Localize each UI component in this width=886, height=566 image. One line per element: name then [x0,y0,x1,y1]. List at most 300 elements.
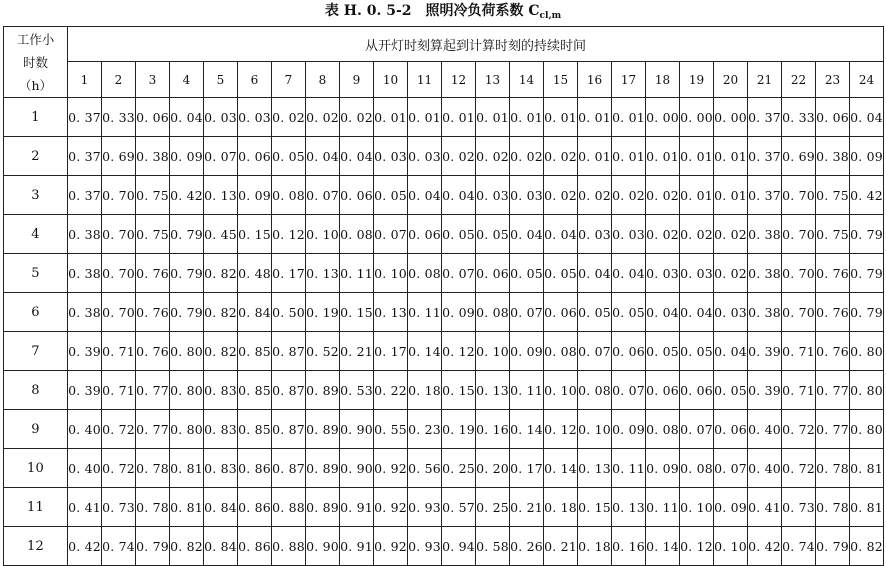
table-cell: 0. 79 [136,527,170,566]
hour-header-15: 15 [544,62,578,98]
table-cell: 0. 04 [578,254,612,293]
table-cell: 0. 94 [442,527,476,566]
table-cell: 0. 82 [204,332,238,371]
table-cell: 0. 05 [510,254,544,293]
table-cell: 0. 01 [714,176,748,215]
table-cell: 0. 90 [340,410,374,449]
table-cell: 0. 07 [204,137,238,176]
table-cell: 0. 77 [136,410,170,449]
table-cell: 0. 04 [646,293,680,332]
table-cell: 0. 06 [136,98,170,137]
row-label: 8 [4,371,68,410]
table-cell: 0. 03 [374,137,408,176]
row-label: 11 [4,488,68,527]
table-cell: 0. 15 [578,488,612,527]
table-cell: 0. 03 [204,98,238,137]
table-cell: 0. 91 [340,527,374,566]
table-cell: 0. 85 [238,332,272,371]
table-cell: 0. 03 [238,98,272,137]
table-cell: 0. 76 [816,293,850,332]
table-cell: 0. 42 [748,527,782,566]
table-cell: 0. 02 [544,176,578,215]
table-cell: 0. 85 [238,371,272,410]
table-cell: 0. 84 [238,293,272,332]
table-cell: 0. 01 [612,98,646,137]
table-cell: 0. 02 [612,176,646,215]
table-cell: 0. 85 [238,410,272,449]
table-cell: 0. 09 [510,332,544,371]
table-cell: 0. 81 [850,449,884,488]
table-cell: 0. 07 [510,293,544,332]
table-cell: 0. 71 [102,371,136,410]
table-cell: 0. 04 [340,137,374,176]
hour-header-3: 3 [136,62,170,98]
table-cell: 0. 05 [646,332,680,371]
table-title [0,0,886,24]
table-cell: 0. 09 [612,410,646,449]
table-cell: 0. 73 [102,488,136,527]
table-cell: 0. 07 [374,215,408,254]
hour-header-11: 11 [408,62,442,98]
table-row [4,215,884,254]
table-cell: 0. 06 [408,215,442,254]
hour-header-24: 24 [850,62,884,98]
table-cell: 0. 84 [204,488,238,527]
table-cell: 0. 10 [476,332,510,371]
table-cell: 0. 11 [612,449,646,488]
hour-header-16: 16 [578,62,612,98]
table-cell: 0. 41 [68,488,102,527]
table-cell: 0. 70 [782,254,816,293]
table-cell: 0. 06 [816,98,850,137]
table-cell: 0. 02 [476,137,510,176]
table-cell: 0. 89 [306,371,340,410]
table-cell: 0. 87 [272,410,306,449]
table-cell: 0. 76 [136,254,170,293]
table-cell: 0. 03 [612,215,646,254]
table-cell: 0. 05 [374,176,408,215]
table-cell: 0. 03 [680,254,714,293]
table-cell: 0. 16 [612,527,646,566]
table-cell: 0. 18 [578,527,612,566]
table-cell: 0. 89 [306,488,340,527]
table-cell: 0. 75 [136,215,170,254]
hour-header-4: 4 [170,62,204,98]
table-cell: 0. 01 [408,98,442,137]
row-label: 3 [4,176,68,215]
table-cell: 0. 23 [408,410,442,449]
table-cell: 0. 08 [578,371,612,410]
table-row [4,137,884,176]
table-cell: 0. 73 [782,488,816,527]
table-cell: 0. 13 [306,254,340,293]
table-cell: 0. 79 [850,254,884,293]
hour-header-12: 12 [442,62,476,98]
table-cell: 0. 48 [238,254,272,293]
table-cell: 0. 72 [102,410,136,449]
table-cell: 0. 92 [374,449,408,488]
table-cell: 0. 05 [442,215,476,254]
table-cell: 0. 15 [340,293,374,332]
hour-header-21: 21 [748,62,782,98]
table-cell: 0. 76 [816,332,850,371]
table-cell: 0. 39 [68,371,102,410]
table-cell: 0. 04 [850,98,884,137]
table-cell: 0. 77 [816,410,850,449]
table-cell: 0. 52 [306,332,340,371]
table-cell: 0. 70 [102,254,136,293]
table-row [4,527,884,566]
table-cell: 0. 11 [340,254,374,293]
table-cell: 0. 81 [170,488,204,527]
table-cell: 0. 86 [238,488,272,527]
table-cell: 0. 06 [680,371,714,410]
table-cell: 0. 18 [544,488,578,527]
table-cell: 0. 70 [102,293,136,332]
table-cell: 0. 71 [102,332,136,371]
table-cell: 0. 01 [476,98,510,137]
table-cell: 0. 78 [136,449,170,488]
table-cell: 0. 41 [748,488,782,527]
table-cell: 0. 79 [816,527,850,566]
table-cell: 0. 80 [850,332,884,371]
table-cell: 0. 82 [204,254,238,293]
table-cell: 0. 79 [170,215,204,254]
row-label: 1 [4,98,68,137]
hour-header-8: 8 [306,62,340,98]
table-cell: 0. 02 [680,215,714,254]
working-hours-header [4,27,68,98]
table-cell: 0. 07 [680,410,714,449]
table-cell: 0. 05 [612,293,646,332]
table-cell: 0. 37 [748,176,782,215]
table-cell: 0. 07 [442,254,476,293]
table-cell: 0. 71 [782,371,816,410]
table-cell: 0. 08 [646,410,680,449]
table-cell: 0. 80 [170,332,204,371]
table-cell: 0. 38 [748,215,782,254]
table-cell: 0. 05 [714,371,748,410]
table-cell: 0. 39 [748,332,782,371]
hour-header-7: 7 [272,62,306,98]
corner-line-1: 工作小 [16,31,55,47]
table-cell: 0. 39 [68,332,102,371]
table-cell: 0. 07 [714,449,748,488]
table-cell: 0. 06 [544,293,578,332]
table-cell: 0. 11 [408,293,442,332]
table-cell: 0. 70 [102,215,136,254]
table-cell: 0. 88 [272,488,306,527]
table-cell: 0. 33 [782,98,816,137]
table-cell: 0. 38 [816,137,850,176]
table-cell: 0. 69 [102,137,136,176]
table-cell: 0. 01 [578,98,612,137]
table-cell: 0. 77 [136,371,170,410]
table-cell: 0. 13 [476,371,510,410]
table-cell: 0. 20 [476,449,510,488]
table-cell: 0. 82 [170,527,204,566]
table-cell: 0. 09 [238,176,272,215]
hour-header-14: 14 [510,62,544,98]
table-cell: 0. 00 [646,98,680,137]
table-cell: 0. 76 [816,254,850,293]
table-row [4,410,884,449]
table-cell: 0. 81 [850,488,884,527]
table-cell: 0. 00 [680,98,714,137]
table-cell: 0. 02 [578,176,612,215]
table-cell: 0. 19 [306,293,340,332]
row-label: 12 [4,527,68,566]
table-cell: 0. 38 [748,254,782,293]
table-cell: 0. 10 [578,410,612,449]
table-cell: 0. 15 [442,371,476,410]
table-cell: 0. 02 [714,215,748,254]
table-cell: 0. 92 [374,527,408,566]
corner-line-3: （h） [18,77,53,93]
table-cell: 0. 01 [510,98,544,137]
table-cell: 0. 56 [408,449,442,488]
table-cell: 0. 03 [408,137,442,176]
table-cell: 0. 09 [850,137,884,176]
table-cell: 0. 02 [272,98,306,137]
table-cell: 0. 74 [102,527,136,566]
table-cell: 0. 39 [748,371,782,410]
table-cell: 0. 10 [374,254,408,293]
table-cell: 0. 79 [850,293,884,332]
table-cell: 0. 70 [782,176,816,215]
table-cell: 0. 42 [850,176,884,215]
table-cell: 0. 04 [170,98,204,137]
table-cell: 0. 09 [442,293,476,332]
table-cell: 0. 06 [340,176,374,215]
table-cell: 0. 90 [306,527,340,566]
row-label: 6 [4,293,68,332]
table-cell: 0. 06 [646,371,680,410]
table-cell: 0. 38 [748,293,782,332]
table-cell: 0. 70 [782,215,816,254]
table-cell: 0. 06 [476,254,510,293]
table-cell: 0. 78 [136,488,170,527]
table-cell: 0. 03 [714,293,748,332]
table-cell: 0. 83 [204,371,238,410]
table-cell: 0. 17 [510,449,544,488]
table-cell: 0. 33 [102,98,136,137]
hour-header-18: 18 [646,62,680,98]
table-row [4,254,884,293]
table-cell: 0. 02 [646,215,680,254]
table-cell: 0. 40 [748,410,782,449]
table-cell: 0. 08 [680,449,714,488]
table-cell: 0. 70 [102,176,136,215]
table-cell: 0. 72 [782,449,816,488]
table-cell: 0. 37 [748,137,782,176]
table-cell: 0. 75 [136,176,170,215]
table-cell: 0. 42 [170,176,204,215]
table-cell: 0. 01 [680,137,714,176]
table-cell: 0. 02 [442,137,476,176]
row-label: 2 [4,137,68,176]
table-cell: 0. 22 [374,371,408,410]
table-cell: 0. 79 [850,215,884,254]
table-cell: 0. 38 [136,137,170,176]
table-cell: 0. 11 [510,371,544,410]
table-cell: 0. 76 [136,332,170,371]
table-cell: 0. 38 [68,254,102,293]
table-cell: 0. 70 [782,293,816,332]
table-cell: 0. 80 [170,371,204,410]
table-title-subscript: cl,m [539,11,562,21]
table-cell: 0. 75 [816,215,850,254]
table-cell: 0. 11 [646,488,680,527]
table-cell: 0. 07 [578,332,612,371]
table-cell: 0. 21 [340,332,374,371]
table-cell: 0. 09 [646,449,680,488]
table-cell: 0. 04 [442,176,476,215]
table-cell: 0. 04 [714,332,748,371]
table-cell: 0. 86 [238,449,272,488]
hour-header-22: 22 [782,62,816,98]
table-cell: 0. 05 [578,293,612,332]
table-cell: 0. 57 [442,488,476,527]
table-cell: 0. 12 [544,410,578,449]
table-cell: 0. 01 [612,137,646,176]
table-cell: 0. 38 [68,215,102,254]
table-row [4,371,884,410]
table-cell: 0. 10 [714,527,748,566]
table-cell: 0. 84 [204,527,238,566]
table-cell: 0. 76 [136,293,170,332]
table-cell: 0. 18 [408,371,442,410]
table-cell: 0. 01 [544,98,578,137]
table-cell: 0. 08 [544,332,578,371]
table-cell: 0. 01 [680,176,714,215]
hour-header-10: 10 [374,62,408,98]
table-cell: 0. 03 [646,254,680,293]
table-cell: 0. 02 [646,176,680,215]
hour-header-2: 2 [102,62,136,98]
table-cell: 0. 01 [578,137,612,176]
table-cell: 0. 17 [272,254,306,293]
table-row [4,98,884,137]
table-cell: 0. 03 [510,176,544,215]
hour-header-20: 20 [714,62,748,98]
table-cell: 0. 07 [612,371,646,410]
row-label: 5 [4,254,68,293]
table-row [4,488,884,527]
table-cell: 0. 83 [204,449,238,488]
table-cell: 0. 02 [544,137,578,176]
table-cell: 0. 14 [646,527,680,566]
table-cell: 0. 04 [680,293,714,332]
hour-header-1: 1 [68,62,102,98]
table-cell: 0. 13 [374,293,408,332]
hour-header-6: 6 [238,62,272,98]
hour-header-19: 19 [680,62,714,98]
table-cell: 0. 37 [748,98,782,137]
table-cell: 0. 87 [272,371,306,410]
table-cell: 0. 79 [170,254,204,293]
table-cell: 0. 12 [272,215,306,254]
table-cell: 0. 55 [374,410,408,449]
hour-header-13: 13 [476,62,510,98]
table-cell: 0. 04 [612,254,646,293]
table-cell: 0. 75 [816,176,850,215]
duration-header: 从开灯时刻算起到计算时刻的持续时间 [68,27,884,62]
table-cell: 0. 69 [782,137,816,176]
table-cell: 0. 01 [646,137,680,176]
table-cell: 0. 06 [612,332,646,371]
table-cell: 0. 14 [544,449,578,488]
table-cell: 0. 08 [272,176,306,215]
table-cell: 0. 37 [68,176,102,215]
row-label: 9 [4,410,68,449]
table-cell: 0. 14 [408,332,442,371]
table-cell: 0. 10 [544,371,578,410]
table-cell: 0. 21 [544,527,578,566]
table-cell: 0. 83 [204,410,238,449]
table-cell: 0. 04 [544,215,578,254]
table-cell: 0. 10 [306,215,340,254]
table-cell: 0. 05 [544,254,578,293]
table-cell: 0. 08 [340,215,374,254]
table-cell: 0. 12 [680,527,714,566]
table-row [4,293,884,332]
table-cell: 0. 78 [816,488,850,527]
cooling-load-factor-table [3,26,884,566]
table-cell: 0. 80 [850,371,884,410]
table-cell: 0. 93 [408,488,442,527]
table-cell: 0. 01 [714,137,748,176]
table-cell: 0. 50 [272,293,306,332]
table-cell: 0. 13 [612,488,646,527]
table-cell: 0. 45 [204,215,238,254]
table-cell: 0. 13 [578,449,612,488]
row-label: 7 [4,332,68,371]
table-cell: 0. 89 [306,410,340,449]
table-cell: 0. 07 [306,176,340,215]
corner-line-2: 时数 [22,54,48,70]
table-cell: 0. 09 [170,137,204,176]
table-cell: 0. 15 [238,215,272,254]
table-cell: 0. 71 [782,332,816,371]
table-cell: 0. 74 [782,527,816,566]
table-cell: 0. 02 [306,98,340,137]
hour-header-5: 5 [204,62,238,98]
table-cell: 0. 02 [340,98,374,137]
table-cell: 0. 90 [340,449,374,488]
table-cell: 0. 06 [714,410,748,449]
hour-header-23: 23 [816,62,850,98]
table-cell: 0. 14 [510,410,544,449]
table-cell: 0. 17 [374,332,408,371]
table-cell: 0. 02 [510,137,544,176]
table-cell: 0. 79 [170,293,204,332]
table-cell: 0. 05 [680,332,714,371]
table-cell: 0. 13 [204,176,238,215]
table-cell: 0. 93 [408,527,442,566]
table-cell: 0. 06 [238,137,272,176]
table-row [4,332,884,371]
table-cell: 0. 86 [238,527,272,566]
table-cell: 0. 16 [476,410,510,449]
table-cell: 0. 80 [170,410,204,449]
table-cell: 0. 08 [476,293,510,332]
table-row [4,176,884,215]
table-cell: 0. 03 [578,215,612,254]
table-cell: 0. 78 [816,449,850,488]
row-label: 10 [4,449,68,488]
table-cell: 0. 19 [442,410,476,449]
